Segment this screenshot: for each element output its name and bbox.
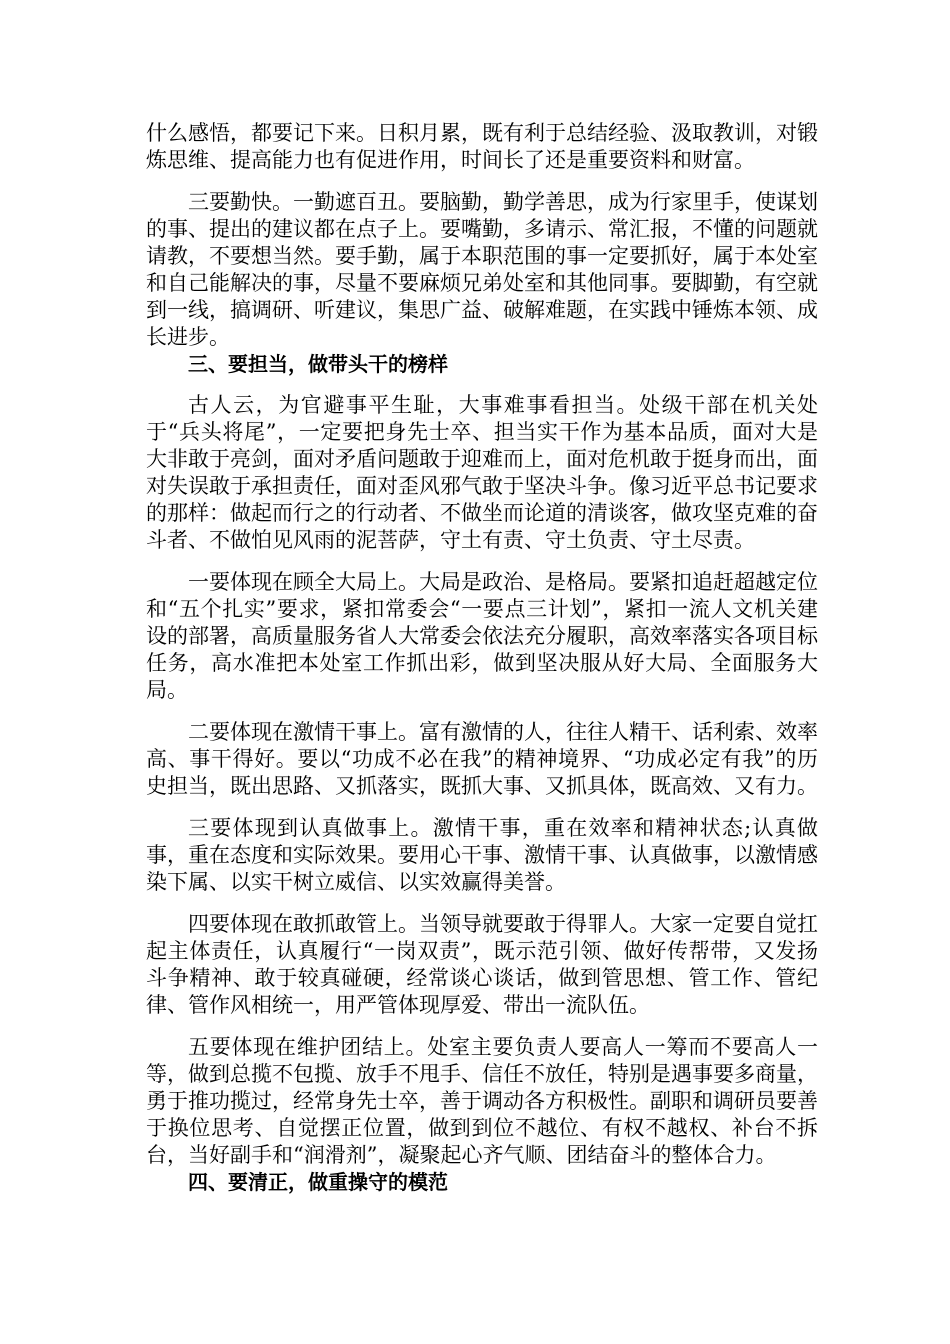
paragraph-responsibility-intro: 古人云，为官避事平生耻，大事难事看担当。处级干部在机关处于“兵头将尾”，一定要把身先士卒、担当实干作为基本品质，面对大是大非敢于亮剑，面对矛盾问题敢于迎难而上，面对危机敢于挺身而出，面对失误敢于承担责任，面对歪风邪气敢于坚决斗争。像习近平总书记要求的那样：做起而行之的行动者、不做坐而论道的清谈客，做攻坚克难的奋斗者、不做怕见风雨的泥菩萨，守土有责、守土负责、守土尽责。 (146, 393, 818, 552)
paragraph-unity: 五要体现在维护团结上。处室主要负责人要高人一筹而不要高人一等，做到总揽不包揽、放手不甩手、信任不放任，特别是遇事要多商量，勇于推功揽过，经常身先士卒，善于调动各方积极性。副职和调研员要善于换位思考、自觉摆正位置，做到到位不越位、有权不越权、补台不拆台，当好副手和“润滑剂”，凝聚起心齐气顺、团结奋斗的整体合力。 (146, 1035, 818, 1167)
section-heading-3: 三、要担当，做带头干的榜样 (188, 352, 448, 376)
paragraph-continued: 什么感悟，都要记下来。日积月累，既有利于总结经验、汲取教训，对锻炼思维、提高能力也有促进作用，时间长了还是重要资料和财富。 (146, 121, 818, 172)
paragraph-management: 四要体现在敢抓敢管上。当领导就要敢于得罪人。大家一定要自觉扛起主体责任，认真履行“一岗双责”，既示范引领、做好传帮带，又发扬斗争精神、敢于较真碰硬，经常谈心谈话，做到管思想、管工作、管纪律、管作风相统一，用严管体现厚爱、带出一流队伍。 (146, 912, 818, 1017)
paragraph-earnest-work: 三要体现到认真做事上。激情干事，重在效率和精神状态;认真做事，重在态度和实际效果。要用心干事、激情干事、认真做事，以激情感染下属、以实干树立威信、以实效赢得美誉。 (146, 816, 818, 894)
paragraph-diligence: 三要勤快。一勤遮百丑。要脑勤，勤学善思，成为行家里手，使谋划的事、提出的建议都在点子上。要嘴勤，多请示、常汇报，不懂的问题就请教，不要想当然。要手勤，属于本职范围的事一定要抓好，属于本处室和自己能解决的事，尽量不要麻烦兄弟处室和其他同事。要脚勤，有空就到一线，搞调研、听建议，集思广益、破解难题，在实践中锤炼本领、成长进步。 (146, 190, 818, 349)
paragraph-overall-situation: 一要体现在顾全大局上。大局是政治、是格局。要紧扣追赶超越定位和“五个扎实”要求，紧扣常委会“一要点三计划”，紧扣一流人文机关建设的部署，高质量服务省人大常委会依法充分履职，高效率落实各项目标任务，高水准把本处室工作抓出彩，做到坚决服从好大局、全面服务大局。 (146, 570, 818, 702)
paragraph-passion: 二要体现在激情干事上。富有激情的人，往往人精干、话利索、效率高、事干得好。要以“功成不必在我”的精神境界、“功成必定有我”的历史担当，既出思路、又抓落实，既抓大事、又抓具体，既高效、又有力。 (146, 720, 818, 798)
document-page (146, 120, 818, 1210)
section-heading-4: 四、要清正，做重操守的模范 (188, 1170, 448, 1194)
